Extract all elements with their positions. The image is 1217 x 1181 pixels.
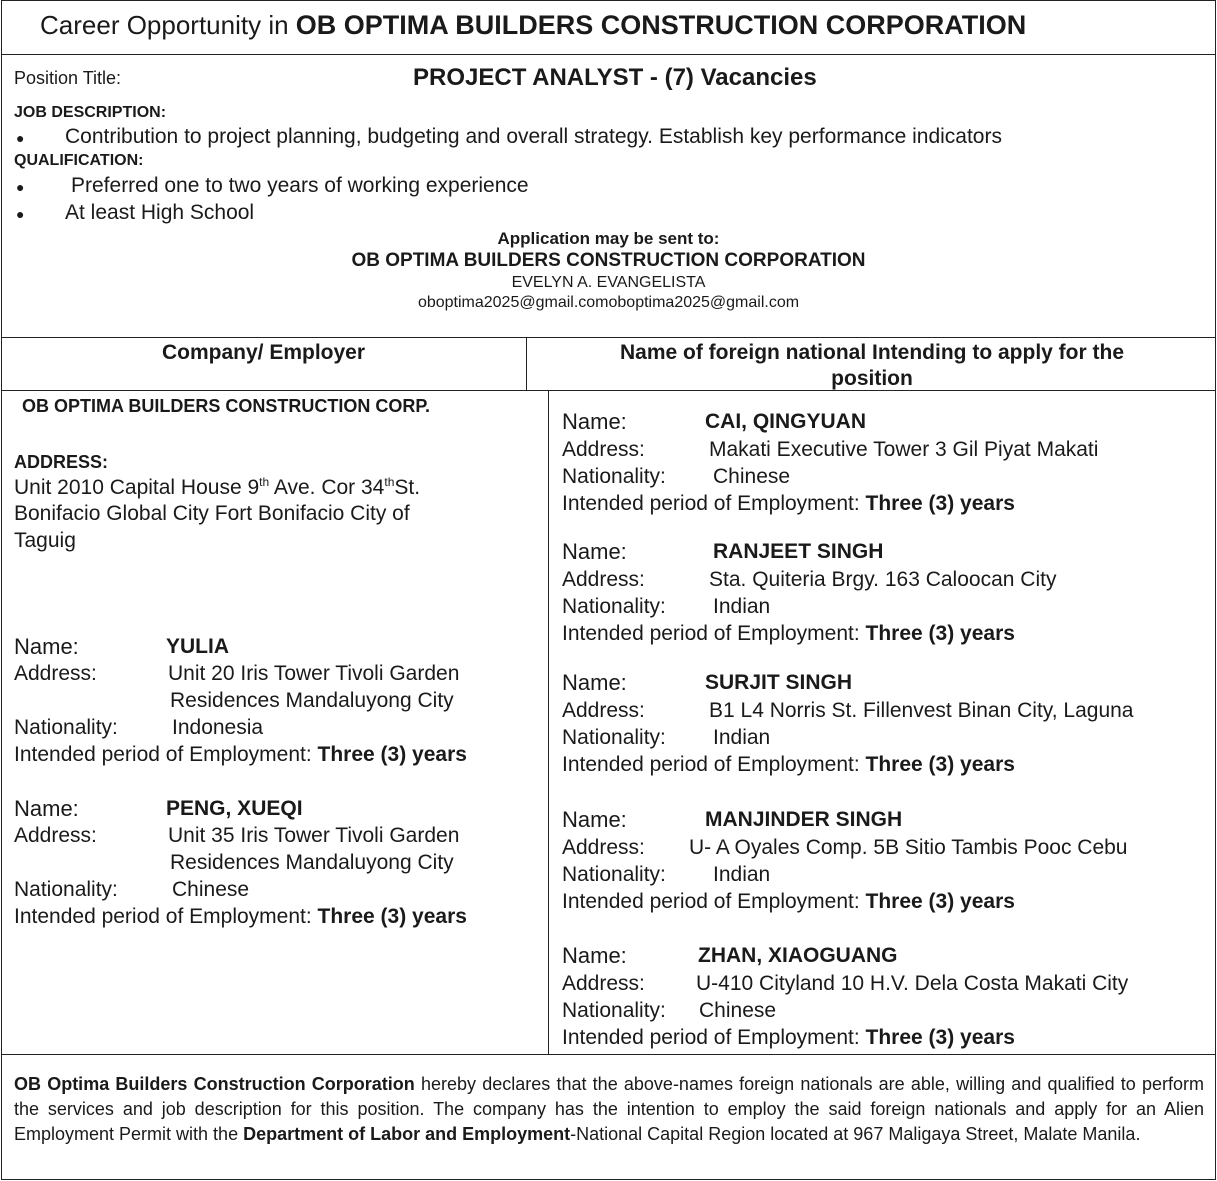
- qualification-item: Preferred one to two years of working experience: [71, 174, 529, 197]
- applicant-nationality: Chinese: [172, 878, 250, 901]
- bullet-icon: ●: [16, 206, 25, 222]
- title-prefix: Career Opportunity in: [40, 10, 289, 40]
- applicant-nationality: Indian: [713, 726, 771, 749]
- bullet-icon: ●: [16, 179, 25, 195]
- applicant-name: MANJINDER SINGH: [705, 808, 903, 831]
- period-row: [14, 743, 467, 767]
- column-header-employer: Company/ Employer: [161, 341, 366, 364]
- applicant-nationality: Indian: [713, 595, 771, 618]
- applicant-address: Makati Executive Tower 3 Gil Piyat Makati: [709, 438, 1099, 461]
- address-label: Address:: [562, 972, 645, 995]
- declaration-company: OB Optima Builders Construction Corporation: [14, 1074, 415, 1094]
- qualification-heading: QUALIFICATION:: [14, 152, 144, 169]
- application-email[interactable]: oboptima2025@gmail.comoboptima2025@gmail.com: [417, 294, 800, 311]
- divider: [1, 54, 1216, 55]
- applicant-name: CAI, QINGYUAN: [705, 410, 867, 433]
- address-text: Unit 2010 Capital House 9: [14, 476, 260, 499]
- applicant-nationality: Indonesia: [172, 716, 264, 739]
- nationality-label: Nationality:: [562, 465, 666, 488]
- column-header-line: position: [831, 367, 913, 390]
- name-label: Name:: [562, 807, 627, 832]
- period-value: Three (3) years: [865, 890, 1015, 913]
- applicant-address: Sta. Quiteria Brgy. 163 Caloocan City: [709, 568, 1057, 591]
- position-label: Position Title:: [14, 68, 122, 88]
- employer-address-line: Taguig: [14, 529, 76, 552]
- employer-name: OB OPTIMA BUILDERS CONSTRUCTION CORP.: [22, 396, 431, 416]
- position-title: PROJECT ANALYST - (7) Vacancies: [413, 64, 817, 91]
- applicant-address: Unit 35 Iris Tower Tivoli Garden: [168, 824, 460, 847]
- qualification-item: At least High School: [65, 201, 255, 224]
- name-label: Name:: [562, 943, 627, 968]
- nationality-label: Nationality:: [562, 726, 666, 749]
- column-header-line: Name of foreign national Intending to apply for the: [620, 341, 1124, 364]
- address-label: Address:: [14, 824, 97, 847]
- employer-address-label: ADDRESS:: [14, 452, 109, 472]
- divider: [1, 1054, 1216, 1055]
- period-label: Intended period of Employment:: [14, 743, 312, 766]
- period-row: [14, 905, 467, 929]
- name-label: Name:: [562, 670, 627, 695]
- period-value: Three (3) years: [317, 905, 467, 928]
- period-row: [562, 622, 1015, 646]
- period-label: Intended period of Employment:: [14, 905, 312, 928]
- applicant-name: RANJEET SINGH: [713, 540, 884, 563]
- period-label: Intended period of Employment:: [562, 890, 860, 913]
- period-row: [562, 492, 1015, 516]
- address-text: St.: [394, 476, 421, 499]
- applicant-address: Residences Mandaluyong City: [170, 851, 454, 874]
- period-label: Intended period of Employment:: [562, 753, 860, 776]
- address-label: Address:: [562, 568, 645, 591]
- declaration-paragraph: [14, 1072, 1204, 1147]
- address-label: Address:: [562, 699, 645, 722]
- applicant-nationality: Chinese: [713, 465, 791, 488]
- applicant-name: SURJIT SINGH: [705, 671, 853, 694]
- declaration-text: hereby declares that the above-names foreign nationals are able, willing and qualified to perform the services and job description for this position. The company has the intention to employ the said foreign nationals and apply for an Alien Employment Permit with the: [14, 1074, 1204, 1144]
- address-label: Address:: [562, 438, 645, 461]
- application-contact: EVELYN A. EVANGELISTA: [511, 274, 706, 291]
- title-company: OB OPTIMA BUILDERS CONSTRUCTION CORPORATION: [295, 10, 1027, 40]
- nationality-label: Nationality:: [562, 999, 666, 1022]
- period-value: Three (3) years: [865, 1026, 1015, 1049]
- address-label: Address:: [14, 662, 97, 685]
- applicant-address: U-410 Cityland 10 H.V. Dela Costa Makati City: [696, 972, 1129, 995]
- period-row: [562, 890, 1015, 914]
- period-value: Three (3) years: [865, 622, 1015, 645]
- nationality-label: Nationality:: [14, 716, 118, 739]
- period-label: Intended period of Employment:: [562, 622, 860, 645]
- application-heading: Application may be sent to:: [497, 229, 720, 248]
- applicant-nationality: Indian: [713, 863, 771, 886]
- applicant-nationality: Chinese: [699, 999, 777, 1022]
- applicant-name: PENG, XUEQI: [166, 797, 303, 820]
- applicant-address: Unit 20 Iris Tower Tivoli Garden: [168, 662, 460, 685]
- applicant-name: ZHAN, XIAOGUANG: [698, 944, 898, 967]
- nationality-label: Nationality:: [14, 878, 118, 901]
- applicant-address: Residences Mandaluyong City: [170, 689, 454, 712]
- declaration-department: Department of Labor and Employment: [243, 1124, 571, 1144]
- employer-address-line: Bonifacio Global City Fort Bonifacio City of: [14, 502, 410, 525]
- period-label: Intended period of Employment:: [562, 492, 860, 515]
- period-row: [562, 753, 1015, 777]
- applicant-name: YULIA: [166, 635, 229, 658]
- name-label: Name:: [14, 634, 79, 659]
- column-divider: [548, 390, 549, 1054]
- nationality-label: Nationality:: [562, 863, 666, 886]
- period-value: Three (3) years: [865, 492, 1015, 515]
- divider: [1, 337, 1216, 338]
- bullet-icon: ●: [16, 130, 25, 146]
- period-value: Three (3) years: [865, 753, 1015, 776]
- name-label: Name:: [562, 539, 627, 564]
- applicant-address: B1 L4 Norris St. Fillenvest Binan City, Laguna: [709, 699, 1134, 722]
- name-label: Name:: [14, 796, 79, 821]
- employer-address-line: [14, 476, 420, 500]
- name-label: Name:: [562, 409, 627, 434]
- period-label: Intended period of Employment:: [562, 1026, 860, 1049]
- declaration-text: -National Capital Region located at 967 Maligaya Street, Malate Manila.: [570, 1124, 1141, 1144]
- applicant-address: U- A Oyales Comp. 5B Sitio Tambis Pooc Cebu: [689, 836, 1128, 859]
- superscript: th: [384, 475, 395, 489]
- address-label: Address:: [562, 836, 645, 859]
- column-header-foreign-national: [527, 340, 1217, 392]
- job-description-heading: JOB DESCRIPTION:: [14, 104, 167, 121]
- page-title: [40, 10, 1026, 41]
- superscript: th: [259, 475, 270, 489]
- period-value: Three (3) years: [317, 743, 467, 766]
- nationality-label: Nationality:: [562, 595, 666, 618]
- address-text: Ave. Cor 34: [269, 476, 385, 499]
- job-description-item: Contribution to project planning, budgeting and overall strategy. Establish key performance indicators: [65, 125, 1002, 148]
- period-row: [562, 1026, 1015, 1050]
- application-company: OB OPTIMA BUILDERS CONSTRUCTION CORPORATION: [351, 250, 866, 271]
